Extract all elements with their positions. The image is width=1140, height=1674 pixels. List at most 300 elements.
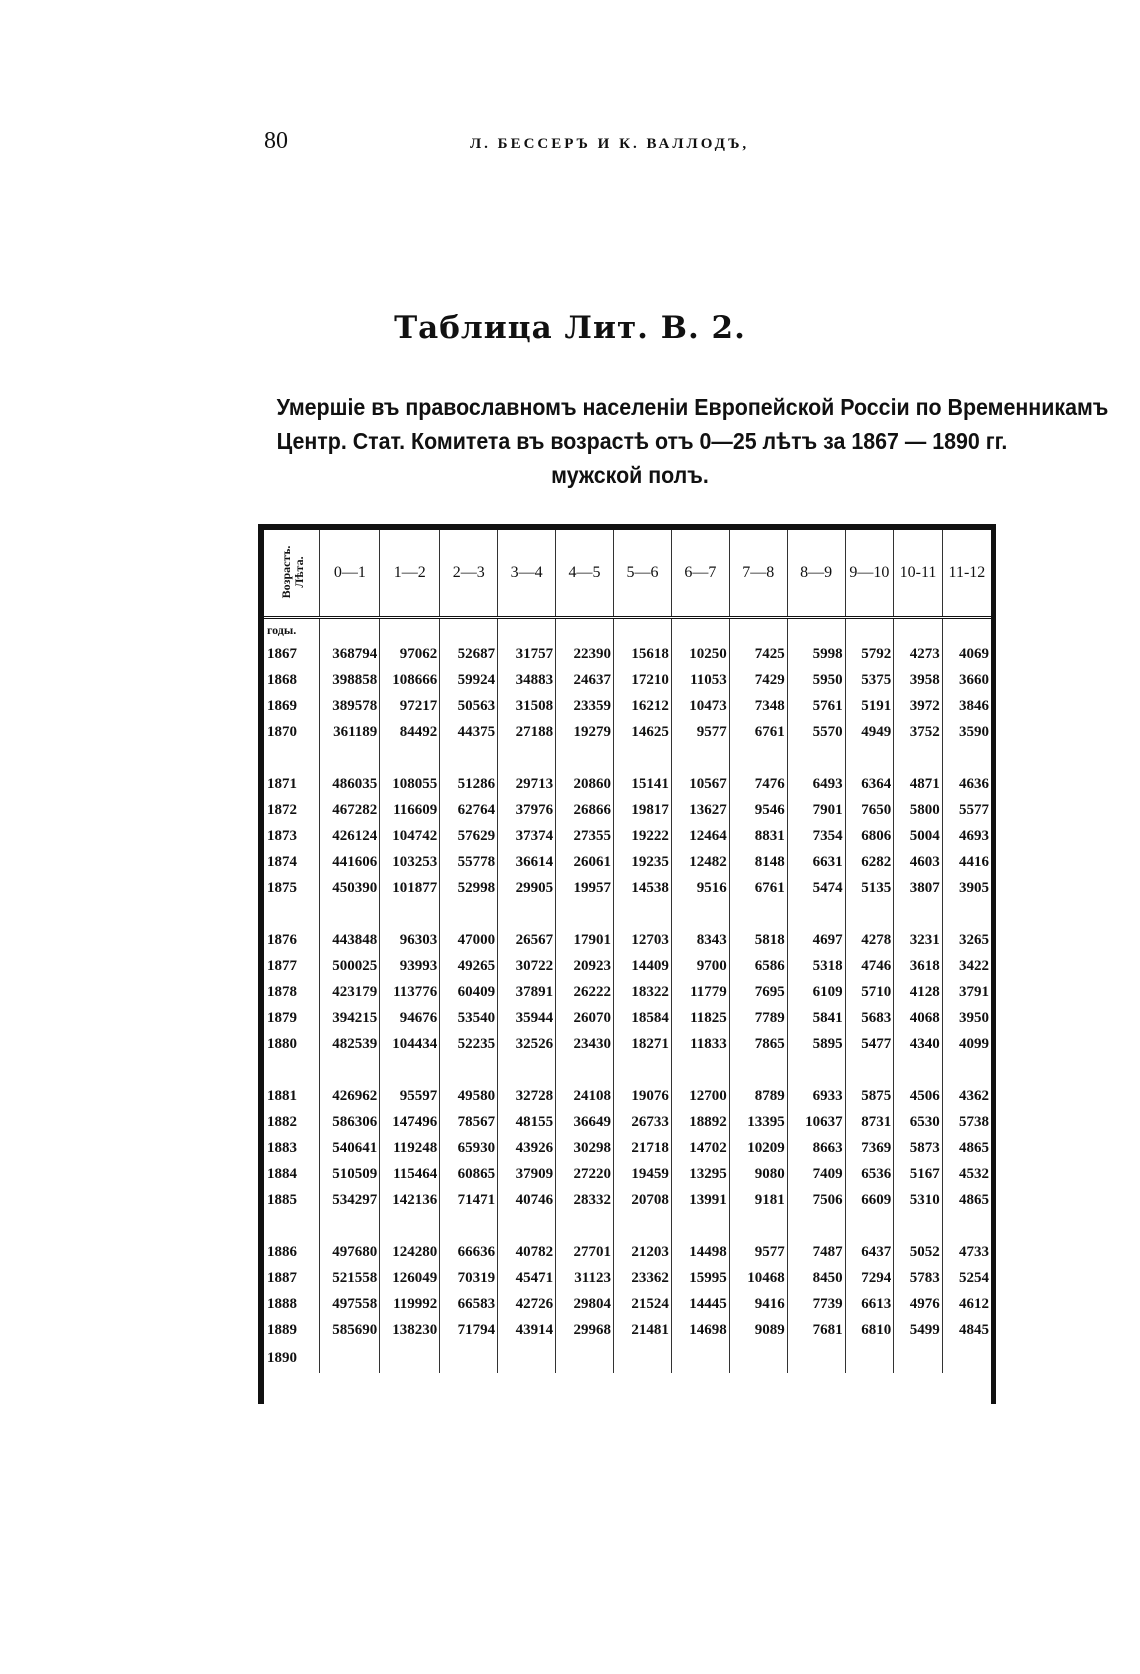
value-cell: 3846 — [942, 693, 991, 719]
value-cell: 7695 — [729, 979, 787, 1005]
column-header: 7—8 — [729, 530, 787, 618]
value-cell: 500025 — [320, 953, 380, 979]
value-cell: 21203 — [613, 1239, 671, 1265]
value-cell: 8663 — [787, 1135, 845, 1161]
year-cell: 1885 — [267, 1191, 297, 1208]
value-cell: 26070 — [556, 1005, 614, 1031]
value-cell: 4532 — [942, 1161, 991, 1187]
value-cell: 19235 — [613, 849, 671, 875]
value-cell: 50563 — [440, 693, 498, 719]
value-cell: 13295 — [671, 1161, 729, 1187]
empty-cell — [845, 745, 894, 771]
empty-cell — [894, 618, 943, 642]
value-cell: 43926 — [498, 1135, 556, 1161]
empty-cell — [380, 901, 440, 927]
value-cell: 4128 — [894, 979, 943, 1005]
value-cell: 12703 — [613, 927, 671, 953]
value-cell — [729, 1343, 787, 1373]
empty-cell — [787, 1057, 845, 1083]
value-cell — [787, 1343, 845, 1373]
value-cell: 5052 — [894, 1239, 943, 1265]
empty-cell — [556, 1213, 614, 1239]
value-cell: 5375 — [845, 667, 894, 693]
value-cell: 60409 — [440, 979, 498, 1005]
value-cell: 534297 — [320, 1187, 380, 1213]
value-cell: 3590 — [942, 719, 991, 745]
value-cell: 108055 — [380, 771, 440, 797]
value-cell: 9516 — [671, 875, 729, 901]
empty-cell — [320, 1213, 380, 1239]
value-cell: 57629 — [440, 823, 498, 849]
table-row — [264, 1239, 991, 1265]
value-cell: 5761 — [787, 693, 845, 719]
corner-header — [264, 530, 320, 618]
value-cell: 5818 — [729, 927, 787, 953]
value-cell: 19279 — [556, 719, 614, 745]
value-cell: 55778 — [440, 849, 498, 875]
value-cell: 368794 — [320, 641, 380, 667]
empty-cell — [942, 1057, 991, 1083]
table-row — [264, 1291, 991, 1317]
value-cell: 7506 — [787, 1187, 845, 1213]
table-row — [264, 1265, 991, 1291]
value-cell: 7789 — [729, 1005, 787, 1031]
value-cell: 394215 — [320, 1005, 380, 1031]
empty-cell — [498, 745, 556, 771]
value-cell: 26222 — [556, 979, 614, 1005]
empty-cell — [613, 1213, 671, 1239]
value-cell: 5683 — [845, 1005, 894, 1031]
value-cell: 40746 — [498, 1187, 556, 1213]
value-cell: 4636 — [942, 771, 991, 797]
value-cell: 450390 — [320, 875, 380, 901]
value-cell: 108666 — [380, 667, 440, 693]
value-cell: 3231 — [894, 927, 943, 953]
empty-cell — [845, 1057, 894, 1083]
empty-cell — [380, 618, 440, 642]
value-cell: 27355 — [556, 823, 614, 849]
empty-cell — [320, 901, 380, 927]
value-cell: 43914 — [498, 1317, 556, 1343]
value-cell: 5310 — [894, 1187, 943, 1213]
value-cell — [556, 1343, 614, 1373]
value-cell: 6761 — [729, 875, 787, 901]
value-cell: 7650 — [845, 797, 894, 823]
page-number: 80 — [264, 128, 288, 154]
year-cell: 1871 — [267, 775, 297, 792]
value-cell — [613, 1343, 671, 1373]
empty-cell — [556, 618, 614, 642]
value-cell: 31757 — [498, 641, 556, 667]
value-cell: 10468 — [729, 1265, 787, 1291]
value-cell: 104434 — [380, 1031, 440, 1057]
value-cell: 4278 — [845, 927, 894, 953]
value-cell: 66636 — [440, 1239, 498, 1265]
value-cell: 49580 — [440, 1083, 498, 1109]
value-cell: 12482 — [671, 849, 729, 875]
value-cell: 12464 — [671, 823, 729, 849]
value-cell: 104742 — [380, 823, 440, 849]
value-cell: 14538 — [613, 875, 671, 901]
value-cell: 115464 — [380, 1161, 440, 1187]
years-label-row — [264, 618, 991, 642]
value-cell: 361189 — [320, 719, 380, 745]
value-cell: 7348 — [729, 693, 787, 719]
group-spacer-row — [264, 901, 991, 927]
value-cell: 36614 — [498, 849, 556, 875]
value-cell: 4603 — [894, 849, 943, 875]
mortality-table — [264, 530, 991, 1373]
value-cell: 97062 — [380, 641, 440, 667]
value-cell: 29905 — [498, 875, 556, 901]
value-cell: 21718 — [613, 1135, 671, 1161]
value-cell: 5577 — [942, 797, 991, 823]
value-cell: 34883 — [498, 667, 556, 693]
table-header-row — [264, 530, 991, 618]
value-cell: 7369 — [845, 1135, 894, 1161]
running-title: Л. БЕССЕРЪ И К. ВАЛЛОДЪ, — [470, 136, 750, 152]
value-cell: 18892 — [671, 1109, 729, 1135]
value-cell: 78567 — [440, 1109, 498, 1135]
value-cell: 10473 — [671, 693, 729, 719]
empty-cell — [440, 1057, 498, 1083]
column-header: 1—2 — [380, 530, 440, 618]
value-cell: 40782 — [498, 1239, 556, 1265]
value-cell: 7739 — [787, 1291, 845, 1317]
value-cell: 7354 — [787, 823, 845, 849]
value-cell: 5474 — [787, 875, 845, 901]
year-cell: 1890 — [267, 1349, 297, 1366]
value-cell: 126049 — [380, 1265, 440, 1291]
value-cell: 7901 — [787, 797, 845, 823]
value-cell — [845, 1343, 894, 1373]
empty-cell — [264, 745, 320, 771]
value-cell: 101877 — [380, 875, 440, 901]
value-cell: 124280 — [380, 1239, 440, 1265]
year-cell: 1873 — [267, 827, 297, 844]
table-row — [264, 719, 991, 745]
year-cell: 1877 — [267, 957, 297, 974]
value-cell: 52687 — [440, 641, 498, 667]
value-cell: 29804 — [556, 1291, 614, 1317]
table-row — [264, 1109, 991, 1135]
empty-cell — [729, 1213, 787, 1239]
table-row — [264, 1187, 991, 1213]
value-cell: 8450 — [787, 1265, 845, 1291]
empty-cell — [440, 1213, 498, 1239]
value-cell: 4506 — [894, 1083, 943, 1109]
group-spacer-row — [264, 745, 991, 771]
value-cell: 585690 — [320, 1317, 380, 1343]
empty-cell — [613, 618, 671, 642]
value-cell: 6530 — [894, 1109, 943, 1135]
empty-cell — [787, 618, 845, 642]
year-cell: 1875 — [267, 879, 297, 896]
value-cell: 26733 — [613, 1109, 671, 1135]
group-spacer-row — [264, 1213, 991, 1239]
column-header: 3—4 — [498, 530, 556, 618]
value-cell: 12700 — [671, 1083, 729, 1109]
value-cell: 19222 — [613, 823, 671, 849]
value-cell: 15995 — [671, 1265, 729, 1291]
table-body — [264, 618, 991, 1374]
empty-cell — [942, 745, 991, 771]
value-cell: 389578 — [320, 693, 380, 719]
value-cell: 19957 — [556, 875, 614, 901]
value-cell: 11053 — [671, 667, 729, 693]
value-cell: 47000 — [440, 927, 498, 953]
value-cell: 4340 — [894, 1031, 943, 1057]
empty-cell — [498, 1057, 556, 1083]
value-cell: 441606 — [320, 849, 380, 875]
value-cell: 4697 — [787, 927, 845, 953]
value-cell: 14498 — [671, 1239, 729, 1265]
mortality-table-frame — [258, 524, 996, 1404]
table-row — [264, 849, 991, 875]
value-cell: 5873 — [894, 1135, 943, 1161]
empty-cell — [787, 901, 845, 927]
table-row — [264, 875, 991, 901]
value-cell: 4949 — [845, 719, 894, 745]
value-cell: 5800 — [894, 797, 943, 823]
year-cell: 1867 — [267, 645, 297, 662]
column-header: 11-12 — [942, 530, 991, 618]
value-cell: 21481 — [613, 1317, 671, 1343]
empty-cell — [440, 901, 498, 927]
value-cell: 540641 — [320, 1135, 380, 1161]
value-cell: 93993 — [380, 953, 440, 979]
year-cell: 1888 — [267, 1295, 297, 1312]
table-subtitle — [276, 390, 1109, 492]
corner-age-label: Возрастъ. — [279, 545, 293, 599]
value-cell: 14625 — [613, 719, 671, 745]
value-cell: 521558 — [320, 1265, 380, 1291]
value-cell: 6806 — [845, 823, 894, 849]
value-cell: 103253 — [380, 849, 440, 875]
year-cell: 1876 — [267, 931, 297, 948]
column-header: 2—3 — [440, 530, 498, 618]
table-row — [264, 979, 991, 1005]
year-cell: 1882 — [267, 1113, 297, 1130]
empty-cell — [613, 745, 671, 771]
value-cell — [440, 1343, 498, 1373]
value-cell: 9700 — [671, 953, 729, 979]
value-cell: 113776 — [380, 979, 440, 1005]
empty-cell — [498, 901, 556, 927]
value-cell: 5875 — [845, 1083, 894, 1109]
value-cell: 10209 — [729, 1135, 787, 1161]
value-cell: 5167 — [894, 1161, 943, 1187]
year-cell: 1874 — [267, 853, 297, 870]
column-header: 8—9 — [787, 530, 845, 618]
value-cell: 398858 — [320, 667, 380, 693]
value-cell: 30298 — [556, 1135, 614, 1161]
value-cell: 6586 — [729, 953, 787, 979]
value-cell: 4273 — [894, 641, 943, 667]
year-cell: 1880 — [267, 1035, 297, 1052]
value-cell: 5710 — [845, 979, 894, 1005]
value-cell: 5792 — [845, 641, 894, 667]
value-cell: 60865 — [440, 1161, 498, 1187]
value-cell: 3972 — [894, 693, 943, 719]
value-cell: 14702 — [671, 1135, 729, 1161]
value-cell: 6609 — [845, 1187, 894, 1213]
empty-cell — [671, 901, 729, 927]
value-cell: 9181 — [729, 1187, 787, 1213]
empty-cell — [264, 1213, 320, 1239]
value-cell: 27188 — [498, 719, 556, 745]
empty-cell — [894, 901, 943, 927]
value-cell: 9577 — [729, 1239, 787, 1265]
value-cell: 6933 — [787, 1083, 845, 1109]
table-row — [264, 1031, 991, 1057]
value-cell: 426124 — [320, 823, 380, 849]
table-row — [264, 771, 991, 797]
value-cell: 5841 — [787, 1005, 845, 1031]
value-cell: 7429 — [729, 667, 787, 693]
value-cell: 7476 — [729, 771, 787, 797]
value-cell: 4362 — [942, 1083, 991, 1109]
table-row — [264, 927, 991, 953]
value-cell: 7681 — [787, 1317, 845, 1343]
value-cell: 142136 — [380, 1187, 440, 1213]
value-cell: 7425 — [729, 641, 787, 667]
value-cell: 10637 — [787, 1109, 845, 1135]
value-cell: 426962 — [320, 1083, 380, 1109]
year-cell: 1868 — [267, 671, 297, 688]
value-cell: 8831 — [729, 823, 787, 849]
empty-cell — [320, 1057, 380, 1083]
value-cell: 13627 — [671, 797, 729, 823]
table-row — [264, 1161, 991, 1187]
value-cell: 8148 — [729, 849, 787, 875]
value-cell: 5191 — [845, 693, 894, 719]
value-cell — [894, 1343, 943, 1373]
value-cell: 4865 — [942, 1187, 991, 1213]
value-cell: 23362 — [613, 1265, 671, 1291]
value-cell: 138230 — [380, 1317, 440, 1343]
empty-cell — [729, 618, 787, 642]
value-cell: 147496 — [380, 1109, 440, 1135]
value-cell: 119248 — [380, 1135, 440, 1161]
value-cell: 45471 — [498, 1265, 556, 1291]
value-cell: 8343 — [671, 927, 729, 953]
year-cell: 1887 — [267, 1269, 297, 1286]
value-cell — [380, 1343, 440, 1373]
value-cell: 119992 — [380, 1291, 440, 1317]
value-cell: 37976 — [498, 797, 556, 823]
value-cell: 497558 — [320, 1291, 380, 1317]
value-cell: 4976 — [894, 1291, 943, 1317]
value-cell: 20860 — [556, 771, 614, 797]
value-cell: 9089 — [729, 1317, 787, 1343]
value-cell: 11833 — [671, 1031, 729, 1057]
value-cell: 4069 — [942, 641, 991, 667]
value-cell: 8789 — [729, 1083, 787, 1109]
table-row — [264, 1317, 991, 1343]
empty-cell — [845, 901, 894, 927]
value-cell: 65930 — [440, 1135, 498, 1161]
value-cell: 6761 — [729, 719, 787, 745]
value-cell: 6437 — [845, 1239, 894, 1265]
value-cell: 4068 — [894, 1005, 943, 1031]
value-cell: 22390 — [556, 641, 614, 667]
empty-cell — [729, 901, 787, 927]
table-title: Таблица Лит. В. 2. — [394, 310, 746, 346]
empty-cell — [845, 1213, 894, 1239]
value-cell: 5477 — [845, 1031, 894, 1057]
value-cell: 510509 — [320, 1161, 380, 1187]
empty-cell — [556, 745, 614, 771]
value-cell: 7865 — [729, 1031, 787, 1057]
empty-cell — [894, 745, 943, 771]
table-row — [264, 1083, 991, 1109]
empty-cell — [942, 1213, 991, 1239]
value-cell: 6109 — [787, 979, 845, 1005]
value-cell: 6631 — [787, 849, 845, 875]
empty-cell — [942, 901, 991, 927]
value-cell: 5570 — [787, 719, 845, 745]
value-cell: 19817 — [613, 797, 671, 823]
value-cell: 96303 — [380, 927, 440, 953]
empty-cell — [613, 901, 671, 927]
empty-cell — [671, 618, 729, 642]
value-cell: 28332 — [556, 1187, 614, 1213]
value-cell: 66583 — [440, 1291, 498, 1317]
value-cell: 18584 — [613, 1005, 671, 1031]
value-cell: 4871 — [894, 771, 943, 797]
column-header: 4—5 — [556, 530, 614, 618]
value-cell — [320, 1343, 380, 1373]
empty-cell — [380, 1057, 440, 1083]
value-cell: 6364 — [845, 771, 894, 797]
table-row — [264, 1135, 991, 1161]
value-cell: 7487 — [787, 1239, 845, 1265]
value-cell: 13395 — [729, 1109, 787, 1135]
empty-cell — [729, 1057, 787, 1083]
value-cell — [942, 1343, 991, 1373]
value-cell: 3618 — [894, 953, 943, 979]
value-cell: 10567 — [671, 771, 729, 797]
value-cell: 3950 — [942, 1005, 991, 1031]
column-header: 0—1 — [320, 530, 380, 618]
value-cell: 36649 — [556, 1109, 614, 1135]
value-cell: 6282 — [845, 849, 894, 875]
value-cell: 423179 — [320, 979, 380, 1005]
value-cell: 49265 — [440, 953, 498, 979]
value-cell: 15141 — [613, 771, 671, 797]
empty-cell — [320, 618, 380, 642]
value-cell: 3752 — [894, 719, 943, 745]
column-header: 10-11 — [894, 530, 943, 618]
empty-cell — [787, 1213, 845, 1239]
value-cell: 5783 — [894, 1265, 943, 1291]
value-cell: 44375 — [440, 719, 498, 745]
value-cell: 95597 — [380, 1083, 440, 1109]
year-cell: 1889 — [267, 1321, 297, 1338]
value-cell: 17901 — [556, 927, 614, 953]
value-cell: 32526 — [498, 1031, 556, 1057]
value-cell: 29968 — [556, 1317, 614, 1343]
empty-cell — [894, 1213, 943, 1239]
value-cell: 18271 — [613, 1031, 671, 1057]
value-cell: 31123 — [556, 1265, 614, 1291]
value-cell: 4746 — [845, 953, 894, 979]
value-cell: 37891 — [498, 979, 556, 1005]
value-cell: 94676 — [380, 1005, 440, 1031]
year-cell: 1886 — [267, 1243, 297, 1260]
value-cell: 5998 — [787, 641, 845, 667]
